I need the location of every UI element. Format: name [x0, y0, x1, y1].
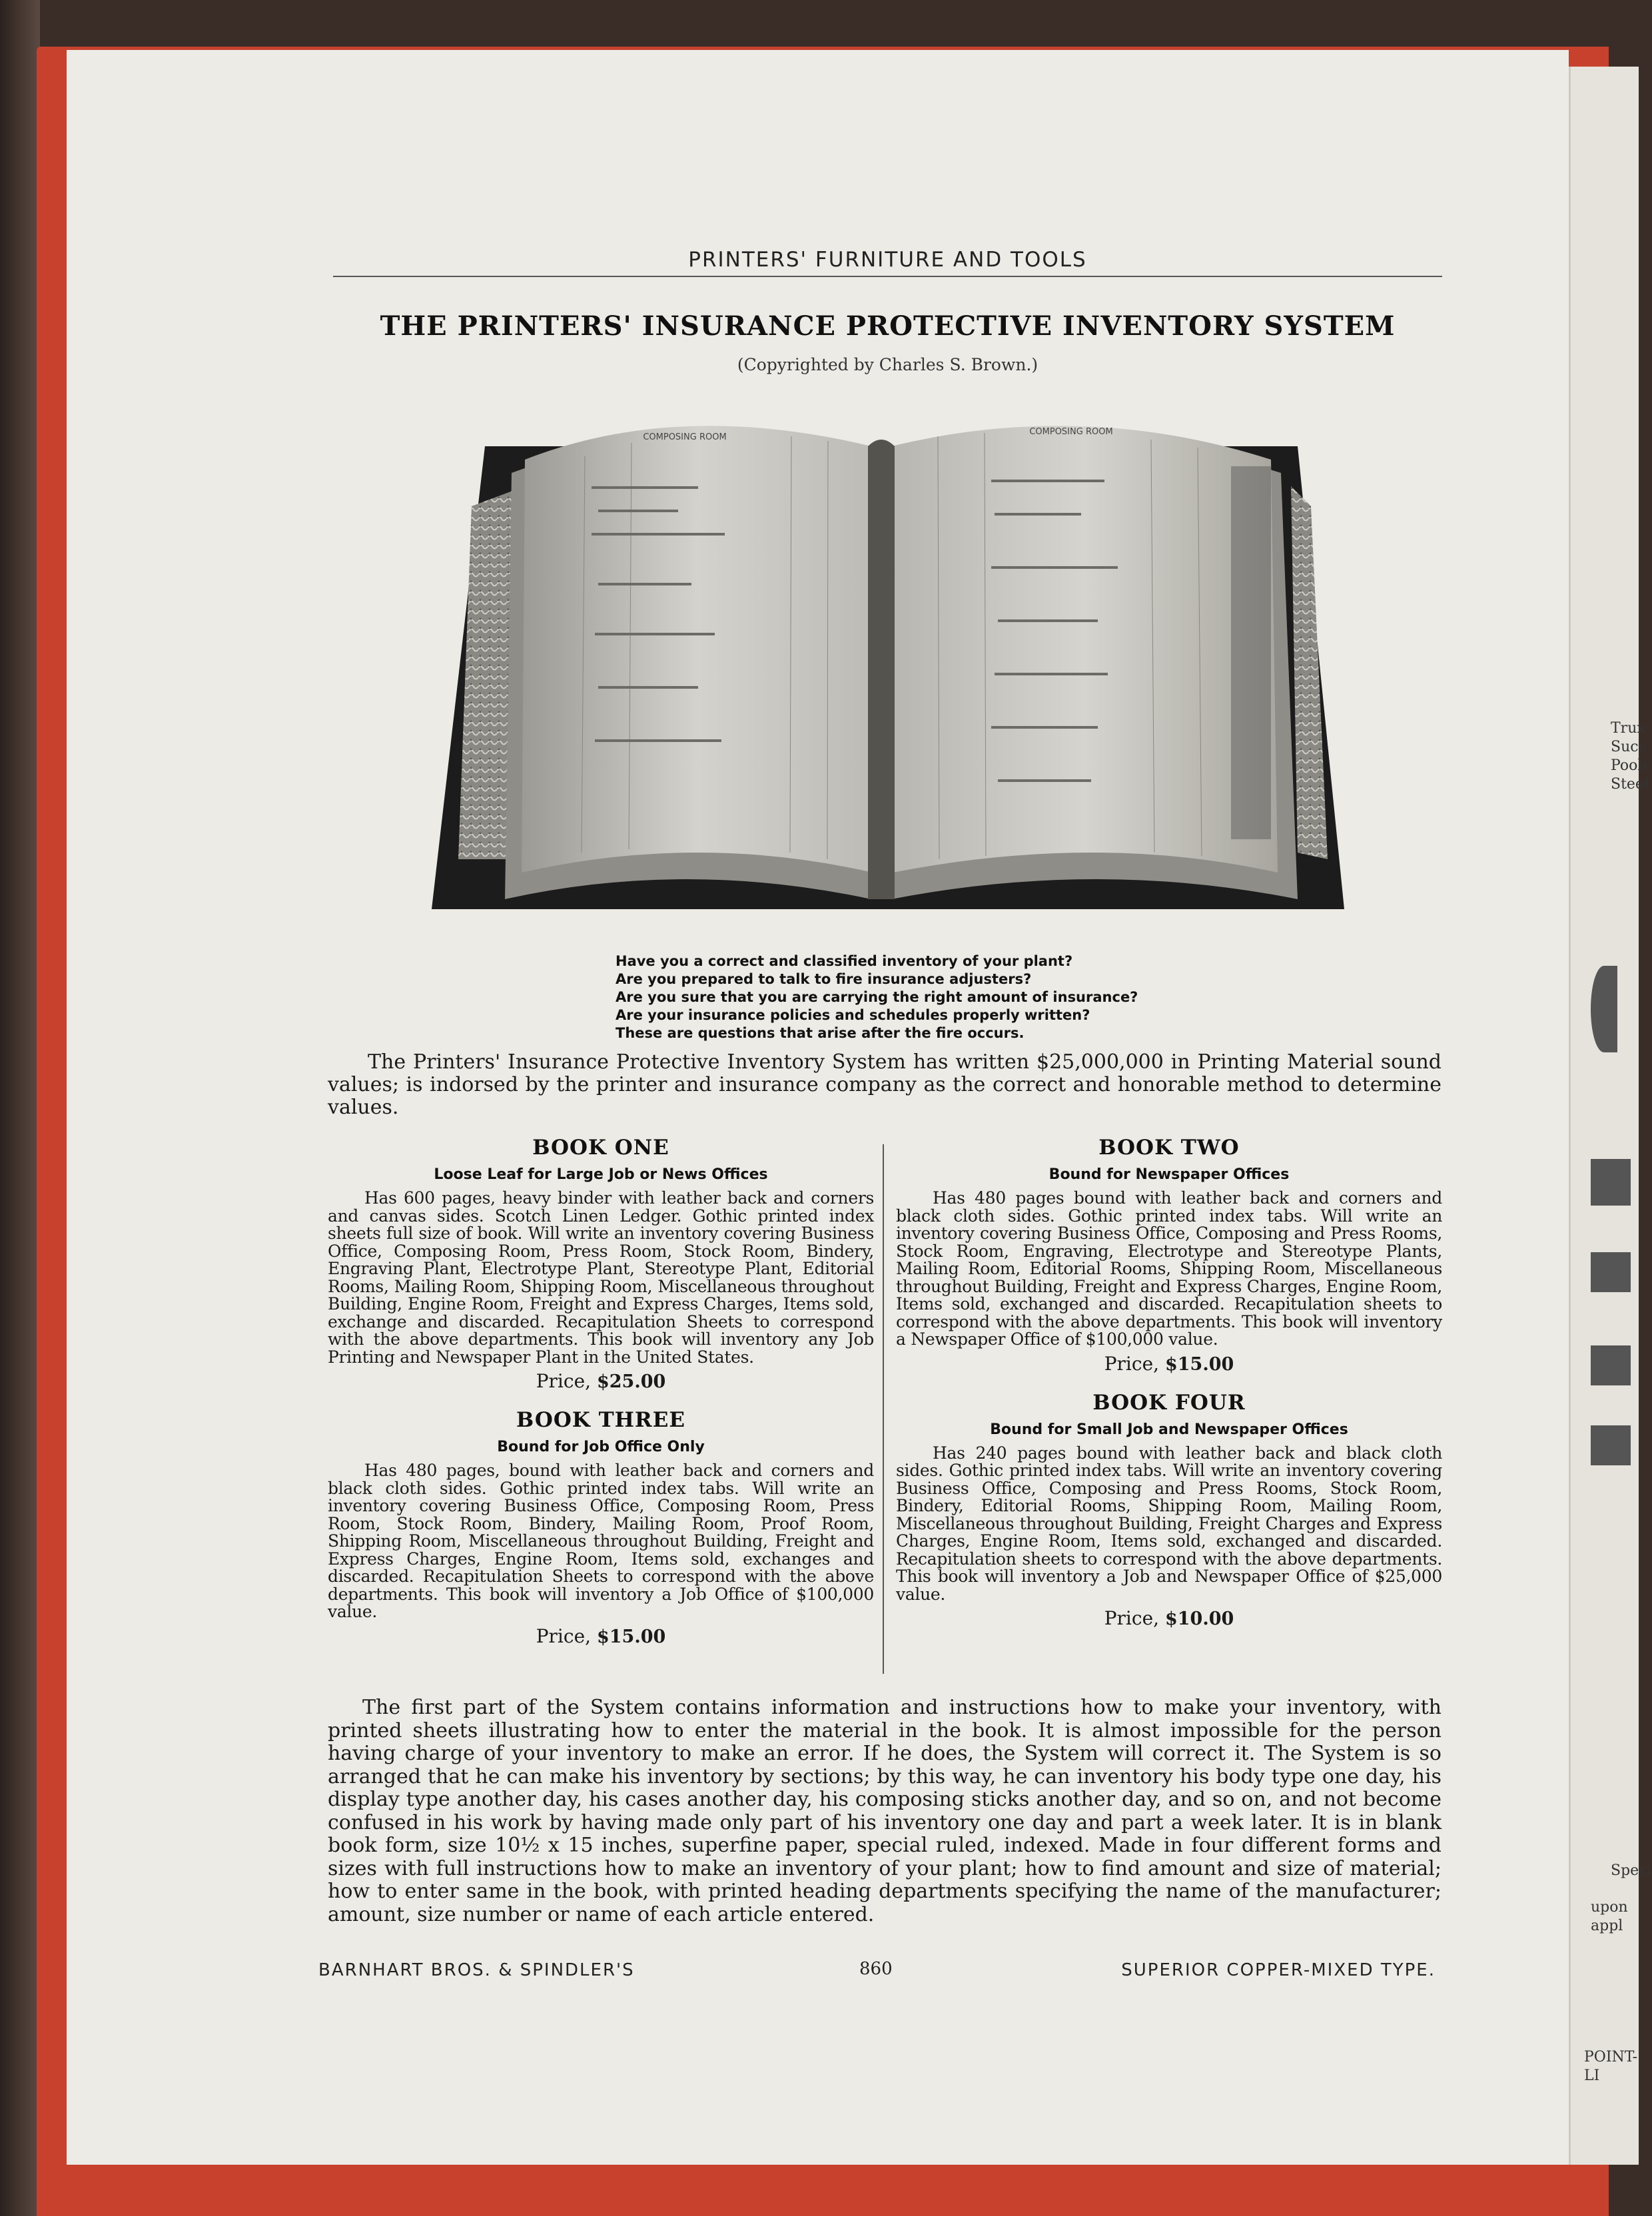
price-label: Price,: [1104, 1352, 1160, 1375]
page-title: THE PRINTERS' INSURANCE PROTECTIVE INVENTORY SYSTEM: [380, 310, 1396, 342]
adjacent-text-fragment: upon appl: [1591, 1899, 1628, 1934]
intro-paragraph: The Printers' Insurance Protective Inventory System has written $25,000,000 in Printing Material sound values; is indorsed by the printer and insurance company as the correct and honorable method to determine values.: [328, 1050, 1442, 1119]
spacer: [328, 1392, 874, 1408]
question-line: Are your insurance policies and schedules properly written?: [616, 1007, 1090, 1023]
book-two-price: $15.00: [1164, 1353, 1234, 1375]
book-two-subtitle: Bound for Newspaper Offices: [1048, 1166, 1290, 1183]
adjacent-text-fragment: Poole: [1611, 757, 1651, 774]
book-two-description: Has 480 pages bound with leather back and corners and black cloth sides. Gothic printed index tabs. Will write an inventory covering Business Office, Composing and Press Rooms, Stock Room, Engraving, Electrotype and Stereotype Plants, Mailing Room, Editorial Rooms, Shipping Room, Miscellaneous throughout Building, Freight and Express Charges, Engine Room, Items sold, exchanged and discarded. Recapitulation sheets to correspond with the above departments. This book will inventory a Newspaper Office of $100,000 value.: [896, 1188, 1442, 1349]
book-four-subtitle: Bound for Small Job and Newspaper Offices: [990, 1421, 1348, 1438]
book-binding: [0, 0, 40, 2216]
book-two-price-line: [896, 1353, 1442, 1375]
question-line: These are questions that arise after the fire occurs.: [616, 1025, 1025, 1041]
footer-publisher: BARNHART BROS. & SPINDLER'S: [318, 1960, 635, 1980]
adjacent-page-edge: [1569, 67, 1652, 2165]
book-two-title: BOOK TWO: [1098, 1136, 1240, 1160]
price-label: Price,: [536, 1370, 592, 1392]
price-label: Price,: [1104, 1607, 1160, 1629]
adjacent-illustration: [1591, 1252, 1631, 1292]
adjacent-text-fragment: Succ: [1611, 739, 1647, 755]
adjacent-text-fragment: Steel: [1611, 776, 1649, 793]
question-line: Are you prepared to talk to fire insurance adjusters?: [616, 971, 1032, 987]
book-four-price: $10.00: [1164, 1609, 1234, 1629]
book-one-title: BOOK ONE: [532, 1136, 669, 1160]
right-page-heading: COMPOSING ROOM: [1029, 427, 1113, 437]
running-head: PRINTERS' FURNITURE AND TOOLS: [688, 248, 1087, 272]
column-divider: [883, 1144, 884, 1674]
book-one-description: Has 600 pages, heavy binder with leather back and corners and canvas sides. Scotch Linen Ledger. Gothic printed index sheets full size of book. Will write an inventory covering Business Office, Composing Room, Press Room, Stock Room, Bindery, Engraving Plant, Electrotype Plant, Stereotype Plant, Editorial Rooms, Mailing Room, Shipping Room, Miscellaneous throughout Building, Engine Room, Freight and Express Charges, Items sold, exchange and discarded. Recapitulation Sheets to correspond with the above departments. This book will inventory any Job Printing and Newspaper Plant in the United States.: [328, 1188, 874, 1367]
book-one-price-line: [328, 1370, 874, 1392]
question-line: Are you sure that you are carrying the right amount of insurance?: [616, 989, 1138, 1005]
adjacent-text-fragment: POINT-LI: [1584, 2049, 1638, 2084]
adjacent-illustration: [1591, 1345, 1631, 1385]
open-ledger-illustration: [432, 393, 1348, 939]
closing-paragraph: The first part of the System contains information and instructions how to make your inventory, with printed sheets illustrating how to enter the material in the book. It is almost impossible for the person having charge of your inventory to make an error. If he does, the System will correct it. The System is so arranged that he can make his inventory by sections; by this way, he can inventory his body type one day, his display type another day, his cases another day, his composing sticks another day, and so on, and not become confused in his work by having made only part of his inventory one day and part a week later. It is in blank book form, size 10½ x 15 inches, superfine paper, special ruled, indexed. Made in four different forms and sizes with full instructions how to make an inventory of your plant; how to find amount and size of material; how to enter same in the book, with printed heading departments specifying the name of the manufacturer; amount, size number or name of each article entered.: [328, 1696, 1442, 1926]
book-three-price: $15.00: [596, 1626, 666, 1647]
page-number: 860: [859, 1959, 893, 1979]
footer-tagline: SUPERIOR COPPER-MIXED TYPE.: [1121, 1960, 1436, 1980]
price-label: Price,: [536, 1625, 592, 1647]
right-column: [896, 1136, 1442, 1629]
book-four-description: Has 240 pages bound with leather back and black cloth sides. Gothic printed index tabs. Will write an inventory covering Business Office, Composing and Press Rooms, Stock Room, Bindery, Editorial Rooms, Shipping Room, Mailing Room, Miscellaneous throughout Building, Freight Charges and Express Charges, Engine Room, Items sold, exchanged and discarded. Recapitulation sheets to correspond with the above departments. This book will inventory a Job and Newspaper Office of $25,000 value.: [896, 1443, 1442, 1604]
book-three-price-line: [328, 1625, 874, 1647]
adjacent-illustration: [1591, 1425, 1631, 1465]
adjacent-illustration: [1591, 1159, 1631, 1206]
adjacent-text-fragment: Speci: [1611, 1862, 1652, 1879]
book-one-subtitle: Loose Leaf for Large Job or News Offices: [434, 1166, 768, 1183]
header-rule: [333, 276, 1442, 277]
spacer: [896, 1375, 1442, 1391]
book-three-title: BOOK THREE: [516, 1408, 685, 1432]
question-line: Have you a correct and classified inventory of your plant?: [616, 953, 1073, 969]
book-three-subtitle: Bound for Job Office Only: [497, 1439, 705, 1455]
book-three-description: Has 480 pages, bound with leather back and corners and black cloth sides. Gothic printed index tabs. Will write an inventory covering Business Office, Composing Room, Press Room, Stock Room, Bindery, Mailing Room, Proof Room, Shipping Room, Miscellaneous throughout Building, Freight and Express Charges, Engine Room, Items sold, exchanges and discarded. Recapitulation Sheets to correspond with the above departments. This book will inventory a Job Office of $100,000 value.: [328, 1461, 874, 1621]
adjacent-illustration: [1591, 966, 1617, 1052]
adjacent-text-fragment: Trux: [1611, 720, 1645, 737]
book-one-price: $25.00: [596, 1371, 666, 1392]
book-four-title: BOOK FOUR: [1092, 1390, 1246, 1415]
book-four-price-line: [896, 1607, 1442, 1629]
left-page-heading: COMPOSING ROOM: [643, 432, 727, 442]
question-list: [616, 952, 1215, 1042]
left-column: [328, 1136, 874, 1647]
copyright-note: (Copyrighted by Charles S. Brown.): [737, 355, 1038, 374]
